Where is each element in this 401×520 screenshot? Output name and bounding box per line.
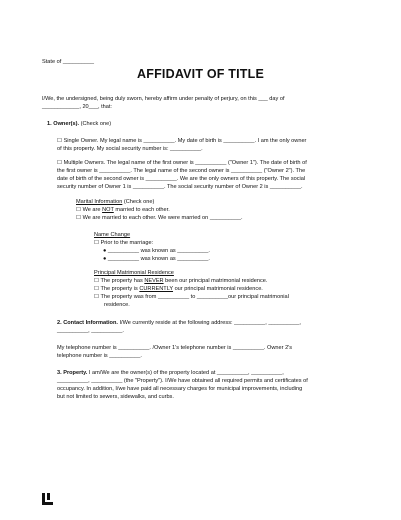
multiple-owners-checkbox-line: ☐ Multiple Owners. The legal name of the first owner is __________ ("Owner 1"). The date of birth of bbox=[57, 160, 307, 166]
marital-note: (Check one) bbox=[122, 199, 155, 205]
residence-option-2-text-b: our principal matrimonial residence. bbox=[173, 286, 263, 292]
section2-heading: 2. Contact Information. bbox=[57, 320, 118, 326]
section2-text: I/We currently reside at the following address: __________, __________, bbox=[117, 320, 301, 326]
section2-line-1 bbox=[57, 320, 301, 328]
marital-option-1-emphasis: NOT bbox=[102, 207, 114, 213]
document-title: AFFIDAVIT OF TITLE bbox=[137, 67, 264, 81]
residence-option-1-emphasis: NEVER bbox=[144, 278, 164, 284]
section3-line-4: but not limited to sewers, sidewalks, and curbs. bbox=[57, 394, 174, 400]
marital-option-married: ☐ We are married to each other. We were married on __________. bbox=[76, 215, 243, 221]
residence-heading bbox=[94, 270, 174, 278]
name-change-heading-text: Name Change bbox=[94, 232, 131, 238]
multiple-owners-line-2: the first owner is __________. The legal name of the second owner is __________ ("Owner 2"). The bbox=[57, 168, 306, 174]
marital-option-not-married bbox=[76, 207, 170, 215]
multiple-owners-line-4: security number of Owner 1 is __________. The social security number of Owner 2 is __________. bbox=[57, 184, 303, 190]
intro-line-1: I/We, the undersigned, being duly sworn, hereby affirm under penalty of perjury, on this ___ day of bbox=[42, 96, 285, 102]
residence-option-from-to: ☐ The property was from __________ to __________our principal matrimonial bbox=[94, 294, 289, 300]
name-change-prior-checkbox: ☐ Prior to the marriage: bbox=[94, 240, 154, 246]
residence-option-never bbox=[94, 278, 267, 286]
marital-option-1-text-a: ☐ We are bbox=[76, 207, 103, 213]
residence-option-currently bbox=[94, 286, 263, 294]
marital-heading-line bbox=[76, 199, 154, 207]
telephone-line-1: My telephone number is __________. /Owner 1's telephone number is __________. Owner 2's bbox=[57, 345, 293, 351]
residence-heading-text: Principal Matrimonial Residence bbox=[94, 270, 174, 276]
residence-option-1-text-b: been our principal matrimonial residence. bbox=[163, 278, 268, 284]
section3-heading: 3. Property. bbox=[57, 370, 88, 376]
section1-heading: 1. Owner(s). bbox=[47, 121, 80, 127]
intro-line-2: ____________, 20___, that: bbox=[42, 104, 112, 110]
legal-templates-logo-icon bbox=[42, 493, 53, 505]
section3-line-2: __________, __________ (the "Property"). I/We have obtained all required permits and certificates of bbox=[57, 378, 308, 384]
section1-heading-line bbox=[47, 121, 111, 129]
state-line: State of __________ bbox=[42, 59, 94, 65]
section2-line-2: __________, __________. bbox=[57, 328, 124, 334]
section1-heading-note: (Check one) bbox=[79, 121, 112, 127]
telephone-line-2: telephone number is __________. bbox=[57, 353, 142, 359]
name-change-bullet-1: ● __________ was known as __________. bbox=[103, 248, 210, 254]
section3-text: I am/We are the owner(s) of the property located at __________, __________, bbox=[87, 370, 284, 376]
single-owner-line-2: of this property. My social security number is: __________. bbox=[57, 146, 203, 152]
marital-option-1-text-b: married to each other. bbox=[113, 207, 170, 213]
residence-option-2-emphasis: CURRENTLY bbox=[139, 286, 174, 292]
multiple-owners-line-3: date of birth of the second owner is __________. We are the only owners of this property. The social bbox=[57, 176, 306, 182]
name-change-heading bbox=[94, 232, 130, 240]
residence-option-from-to-line-2: residence. bbox=[104, 302, 130, 308]
residence-option-1-text-a: ☐ The property has bbox=[94, 278, 145, 284]
section3-line-1 bbox=[57, 370, 284, 378]
marital-heading: Marital Information bbox=[76, 199, 123, 205]
section3-line-3: occupancy. In addition, I/we have paid all necessary charges for municipal improvements, including bbox=[57, 386, 303, 392]
name-change-bullet-2: ● __________ was known as __________. bbox=[103, 256, 210, 262]
residence-option-2-text-a: ☐ The property is bbox=[94, 286, 140, 292]
single-owner-checkbox-line: ☐ Single Owner. My legal name is __________. My date of birth is __________. I am the only owner bbox=[57, 138, 307, 144]
